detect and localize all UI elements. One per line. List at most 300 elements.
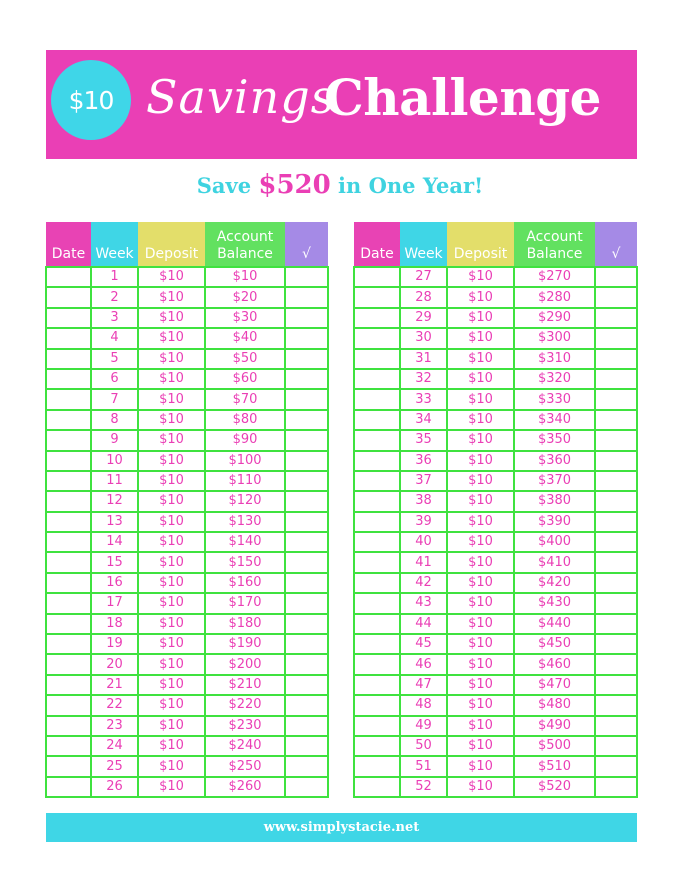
balance-cell: $50 xyxy=(205,349,285,369)
date-cell[interactable] xyxy=(46,552,91,572)
table-row xyxy=(354,471,637,491)
check-cell[interactable] xyxy=(285,573,328,593)
deposit-cell: $10 xyxy=(447,695,514,715)
week-cell: 1 xyxy=(91,267,138,287)
week-cell: 5 xyxy=(91,349,138,369)
table-row xyxy=(46,756,328,776)
week-cell: 4 xyxy=(91,328,138,348)
week-cell: 25 xyxy=(91,756,138,776)
check-cell[interactable] xyxy=(285,389,328,409)
week-cell: 31 xyxy=(400,349,447,369)
week-cell: 21 xyxy=(91,675,138,695)
date-cell[interactable] xyxy=(354,389,400,409)
date-cell[interactable] xyxy=(354,573,400,593)
check-cell[interactable] xyxy=(595,287,637,307)
check-cell[interactable] xyxy=(595,471,637,491)
table-row xyxy=(354,389,637,409)
balance-cell: $180 xyxy=(205,614,285,634)
balance-cell: $10 xyxy=(205,267,285,287)
table-row xyxy=(354,267,637,287)
table-row xyxy=(46,430,328,450)
check-cell[interactable] xyxy=(285,471,328,491)
balance-cell: $290 xyxy=(514,308,595,328)
date-cell[interactable] xyxy=(46,287,91,307)
col-header-deposit: Deposit xyxy=(447,222,514,267)
table-row xyxy=(46,614,328,634)
week-cell: 15 xyxy=(91,552,138,572)
check-cell[interactable] xyxy=(285,267,328,287)
table-row xyxy=(46,716,328,736)
date-cell[interactable] xyxy=(354,267,400,287)
check-cell[interactable] xyxy=(285,491,328,511)
deposit-cell: $10 xyxy=(447,349,514,369)
date-cell[interactable] xyxy=(46,328,91,348)
table-header-row xyxy=(354,222,637,267)
check-cell[interactable] xyxy=(595,369,637,389)
deposit-cell: $10 xyxy=(447,756,514,776)
deposit-cell: $10 xyxy=(138,369,205,389)
deposit-cell: $10 xyxy=(447,328,514,348)
week-cell: 14 xyxy=(91,532,138,552)
table-row xyxy=(46,410,328,430)
check-cell[interactable] xyxy=(285,654,328,674)
deposit-cell: $10 xyxy=(138,308,205,328)
date-cell[interactable] xyxy=(354,654,400,674)
deposit-cell: $10 xyxy=(447,451,514,471)
date-cell[interactable] xyxy=(46,736,91,756)
date-cell[interactable] xyxy=(354,593,400,613)
check-cell[interactable] xyxy=(595,430,637,450)
table-row xyxy=(46,634,328,654)
deposit-cell: $10 xyxy=(447,593,514,613)
col-header-check: √ xyxy=(285,222,328,267)
deposit-cell: $10 xyxy=(138,430,205,450)
week-cell: 48 xyxy=(400,695,447,715)
date-cell[interactable] xyxy=(46,349,91,369)
table-row xyxy=(46,491,328,511)
table-row xyxy=(46,389,328,409)
date-cell[interactable] xyxy=(354,777,400,797)
date-cell[interactable] xyxy=(354,736,400,756)
check-cell[interactable] xyxy=(595,593,637,613)
week-cell: 26 xyxy=(91,777,138,797)
col-header-week: Week xyxy=(400,222,447,267)
check-cell[interactable] xyxy=(285,736,328,756)
check-cell[interactable] xyxy=(595,308,637,328)
deposit-cell: $10 xyxy=(138,756,205,776)
table-row xyxy=(354,593,637,613)
deposit-cell: $10 xyxy=(447,777,514,797)
check-cell[interactable] xyxy=(285,451,328,471)
date-cell[interactable] xyxy=(46,369,91,389)
balance-cell: $430 xyxy=(514,593,595,613)
week-cell: 6 xyxy=(91,369,138,389)
table-row xyxy=(354,614,637,634)
balance-cell: $210 xyxy=(205,675,285,695)
date-cell[interactable] xyxy=(46,614,91,634)
date-cell[interactable] xyxy=(354,328,400,348)
deposit-cell: $10 xyxy=(138,695,205,715)
check-cell[interactable] xyxy=(595,573,637,593)
balance-cell: $440 xyxy=(514,614,595,634)
check-cell[interactable] xyxy=(285,593,328,613)
balance-cell: $200 xyxy=(205,654,285,674)
balance-cell: $70 xyxy=(205,389,285,409)
date-cell[interactable] xyxy=(46,573,91,593)
balance-cell: $310 xyxy=(514,349,595,369)
date-cell[interactable] xyxy=(354,675,400,695)
date-cell[interactable] xyxy=(354,695,400,715)
balance-cell: $140 xyxy=(205,532,285,552)
table-row xyxy=(46,532,328,552)
check-cell[interactable] xyxy=(595,756,637,776)
date-cell[interactable] xyxy=(46,267,91,287)
table-row xyxy=(46,675,328,695)
date-cell[interactable] xyxy=(354,430,400,450)
check-cell[interactable] xyxy=(285,716,328,736)
date-cell[interactable] xyxy=(354,451,400,471)
table-row xyxy=(354,756,637,776)
date-cell[interactable] xyxy=(354,369,400,389)
subtitle-suffix: in One Year! xyxy=(330,173,484,198)
balance-cell: $270 xyxy=(514,267,595,287)
balance-cell: $280 xyxy=(514,287,595,307)
balance-cell: $510 xyxy=(514,756,595,776)
check-cell[interactable] xyxy=(285,614,328,634)
date-cell[interactable] xyxy=(354,471,400,491)
col-header-week: Week xyxy=(91,222,138,267)
check-cell[interactable] xyxy=(285,410,328,430)
week-cell: 30 xyxy=(400,328,447,348)
col-header-check: √ xyxy=(595,222,637,267)
deposit-cell: $10 xyxy=(447,654,514,674)
week-cell: 39 xyxy=(400,512,447,532)
date-cell[interactable] xyxy=(354,614,400,634)
table-row xyxy=(46,349,328,369)
check-cell[interactable] xyxy=(595,349,637,369)
date-cell[interactable] xyxy=(354,532,400,552)
date-cell[interactable] xyxy=(354,634,400,654)
deposit-cell: $10 xyxy=(138,736,205,756)
table-row xyxy=(354,777,637,797)
deposit-cell: $10 xyxy=(447,410,514,430)
week-cell: 27 xyxy=(400,267,447,287)
date-cell[interactable] xyxy=(354,512,400,532)
deposit-cell: $10 xyxy=(138,410,205,430)
deposit-cell: $10 xyxy=(447,491,514,511)
table-row xyxy=(46,654,328,674)
date-cell[interactable] xyxy=(46,675,91,695)
table-row xyxy=(46,369,328,389)
date-cell[interactable] xyxy=(354,349,400,369)
deposit-cell: $10 xyxy=(138,777,205,797)
week-cell: 38 xyxy=(400,491,447,511)
balance-cell: $480 xyxy=(514,695,595,715)
week-cell: 46 xyxy=(400,654,447,674)
check-cell[interactable] xyxy=(595,389,637,409)
check-cell[interactable] xyxy=(285,287,328,307)
table-row xyxy=(354,552,637,572)
col-header-deposit: Deposit xyxy=(138,222,205,267)
week-cell: 32 xyxy=(400,369,447,389)
deposit-cell: $10 xyxy=(447,532,514,552)
date-cell[interactable] xyxy=(46,654,91,674)
balance-cell: $120 xyxy=(205,491,285,511)
date-cell[interactable] xyxy=(46,451,91,471)
balance-cell: $60 xyxy=(205,369,285,389)
deposit-cell: $10 xyxy=(447,267,514,287)
week-cell: 45 xyxy=(400,634,447,654)
table-row xyxy=(46,736,328,756)
table-row xyxy=(46,512,328,532)
table-row xyxy=(354,716,637,736)
table-row xyxy=(354,736,637,756)
deposit-cell: $10 xyxy=(138,614,205,634)
check-cell[interactable] xyxy=(595,654,637,674)
balance-cell: $80 xyxy=(205,410,285,430)
date-cell[interactable] xyxy=(46,308,91,328)
date-cell[interactable] xyxy=(354,756,400,776)
balance-cell: $490 xyxy=(514,716,595,736)
week-cell: 12 xyxy=(91,491,138,511)
balance-cell: $20 xyxy=(205,287,285,307)
balance-cell: $90 xyxy=(205,430,285,450)
balance-cell: $220 xyxy=(205,695,285,715)
table-row xyxy=(354,349,637,369)
deposit-cell: $10 xyxy=(138,389,205,409)
balance-cell: $110 xyxy=(205,471,285,491)
balance-cell: $260 xyxy=(205,777,285,797)
week-cell: 17 xyxy=(91,593,138,613)
date-cell[interactable] xyxy=(46,491,91,511)
check-cell[interactable] xyxy=(595,451,637,471)
table-row xyxy=(354,532,637,552)
week-cell: 28 xyxy=(400,287,447,307)
subtitle xyxy=(0,170,680,200)
title-banner xyxy=(46,50,637,159)
deposit-cell: $10 xyxy=(447,614,514,634)
deposit-cell: $10 xyxy=(447,675,514,695)
check-cell[interactable] xyxy=(595,716,637,736)
date-cell[interactable] xyxy=(46,471,91,491)
check-cell[interactable] xyxy=(285,634,328,654)
deposit-cell: $10 xyxy=(447,389,514,409)
deposit-cell: $10 xyxy=(138,716,205,736)
balance-cell: $500 xyxy=(514,736,595,756)
check-cell[interactable] xyxy=(595,614,637,634)
balance-cell: $360 xyxy=(514,451,595,471)
balance-cell: $520 xyxy=(514,777,595,797)
date-cell[interactable] xyxy=(46,389,91,409)
balance-cell: $350 xyxy=(514,430,595,450)
check-cell[interactable] xyxy=(595,267,637,287)
date-cell[interactable] xyxy=(354,410,400,430)
week-cell: 8 xyxy=(91,410,138,430)
deposit-cell: $10 xyxy=(447,287,514,307)
week-cell: 19 xyxy=(91,634,138,654)
check-cell[interactable] xyxy=(595,491,637,511)
ten-dollar-badge: $10 xyxy=(51,60,131,140)
check-cell[interactable] xyxy=(285,532,328,552)
week-cell: 52 xyxy=(400,777,447,797)
balance-cell: $400 xyxy=(514,532,595,552)
balance-cell: $100 xyxy=(205,451,285,471)
check-cell[interactable] xyxy=(285,512,328,532)
balance-cell: $380 xyxy=(514,491,595,511)
table-row xyxy=(354,695,637,715)
date-cell[interactable] xyxy=(46,695,91,715)
check-cell[interactable] xyxy=(595,634,637,654)
balance-cell: $320 xyxy=(514,369,595,389)
date-cell[interactable] xyxy=(46,716,91,736)
table-row xyxy=(354,410,637,430)
week-cell: 22 xyxy=(91,695,138,715)
week-cell: 29 xyxy=(400,308,447,328)
table-row xyxy=(46,308,328,328)
deposit-cell: $10 xyxy=(138,267,205,287)
balance-cell: $420 xyxy=(514,573,595,593)
balance-cell: $250 xyxy=(205,756,285,776)
title-challenge: Challenge xyxy=(324,68,601,127)
check-cell[interactable] xyxy=(595,736,637,756)
table-row xyxy=(354,634,637,654)
week-cell: 24 xyxy=(91,736,138,756)
col-header-balance: Account Balance xyxy=(514,222,595,267)
week-cell: 23 xyxy=(91,716,138,736)
subtitle-prefix: Save xyxy=(196,173,259,198)
week-cell: 43 xyxy=(400,593,447,613)
balance-cell: $340 xyxy=(514,410,595,430)
check-cell[interactable] xyxy=(595,777,637,797)
deposit-cell: $10 xyxy=(138,328,205,348)
balance-cell: $410 xyxy=(514,552,595,572)
deposit-cell: $10 xyxy=(138,593,205,613)
check-cell[interactable] xyxy=(595,512,637,532)
check-cell[interactable] xyxy=(285,349,328,369)
table-row xyxy=(46,593,328,613)
date-cell[interactable] xyxy=(46,532,91,552)
balance-cell: $240 xyxy=(205,736,285,756)
deposit-cell: $10 xyxy=(447,634,514,654)
date-cell[interactable] xyxy=(354,491,400,511)
date-cell[interactable] xyxy=(354,716,400,736)
deposit-cell: $10 xyxy=(138,552,205,572)
deposit-cell: $10 xyxy=(447,716,514,736)
table-row xyxy=(46,267,328,287)
check-cell[interactable] xyxy=(595,552,637,572)
week-cell: 34 xyxy=(400,410,447,430)
table-row xyxy=(46,695,328,715)
table-row xyxy=(46,328,328,348)
date-cell[interactable] xyxy=(354,308,400,328)
week-cell: 10 xyxy=(91,451,138,471)
table-row xyxy=(46,573,328,593)
week-cell: 42 xyxy=(400,573,447,593)
date-cell[interactable] xyxy=(46,512,91,532)
week-cell: 37 xyxy=(400,471,447,491)
title-savings: Savings xyxy=(146,70,336,124)
week-cell: 11 xyxy=(91,471,138,491)
col-header-date: Date xyxy=(46,222,91,267)
check-cell[interactable] xyxy=(285,675,328,695)
week-cell: 50 xyxy=(400,736,447,756)
balance-cell: $170 xyxy=(205,593,285,613)
week-cell: 47 xyxy=(400,675,447,695)
deposit-cell: $10 xyxy=(138,532,205,552)
check-cell[interactable] xyxy=(285,308,328,328)
deposit-cell: $10 xyxy=(138,654,205,674)
deposit-cell: $10 xyxy=(138,634,205,654)
date-cell[interactable] xyxy=(46,634,91,654)
balance-cell: $160 xyxy=(205,573,285,593)
deposit-cell: $10 xyxy=(138,573,205,593)
week-cell: 35 xyxy=(400,430,447,450)
week-cell: 41 xyxy=(400,552,447,572)
table-row xyxy=(354,287,637,307)
balance-cell: $330 xyxy=(514,389,595,409)
date-cell[interactable] xyxy=(46,593,91,613)
date-cell[interactable] xyxy=(46,430,91,450)
date-cell[interactable] xyxy=(46,777,91,797)
week-cell: 36 xyxy=(400,451,447,471)
check-cell[interactable] xyxy=(595,532,637,552)
balance-cell: $190 xyxy=(205,634,285,654)
balance-cell: $230 xyxy=(205,716,285,736)
table-row xyxy=(354,328,637,348)
balance-cell: $370 xyxy=(514,471,595,491)
week-cell: 13 xyxy=(91,512,138,532)
check-cell[interactable] xyxy=(595,410,637,430)
deposit-cell: $10 xyxy=(447,308,514,328)
balance-cell: $130 xyxy=(205,512,285,532)
date-cell[interactable] xyxy=(46,756,91,776)
deposit-cell: $10 xyxy=(447,736,514,756)
table-row xyxy=(354,451,637,471)
date-cell[interactable] xyxy=(354,287,400,307)
table-row xyxy=(354,491,637,511)
table-row xyxy=(354,675,637,695)
deposit-cell: $10 xyxy=(138,512,205,532)
check-cell[interactable] xyxy=(285,552,328,572)
deposit-cell: $10 xyxy=(138,491,205,511)
date-cell[interactable] xyxy=(354,552,400,572)
table-row xyxy=(354,512,637,532)
check-cell[interactable] xyxy=(285,695,328,715)
deposit-cell: $10 xyxy=(138,675,205,695)
deposit-cell: $10 xyxy=(138,451,205,471)
balance-cell: $460 xyxy=(514,654,595,674)
check-cell[interactable] xyxy=(595,695,637,715)
week-cell: 2 xyxy=(91,287,138,307)
week-cell: 44 xyxy=(400,614,447,634)
subtitle-amount: $520 xyxy=(258,170,331,200)
check-cell[interactable] xyxy=(285,430,328,450)
check-cell[interactable] xyxy=(595,675,637,695)
balance-cell: $30 xyxy=(205,308,285,328)
check-cell[interactable] xyxy=(595,328,637,348)
check-cell[interactable] xyxy=(285,369,328,389)
check-cell[interactable] xyxy=(285,328,328,348)
date-cell[interactable] xyxy=(46,410,91,430)
week-cell: 3 xyxy=(91,308,138,328)
week-cell: 18 xyxy=(91,614,138,634)
check-cell[interactable] xyxy=(285,777,328,797)
week-cell: 20 xyxy=(91,654,138,674)
table-row xyxy=(46,287,328,307)
check-cell[interactable] xyxy=(285,756,328,776)
table-row xyxy=(354,369,637,389)
balance-cell: $470 xyxy=(514,675,595,695)
